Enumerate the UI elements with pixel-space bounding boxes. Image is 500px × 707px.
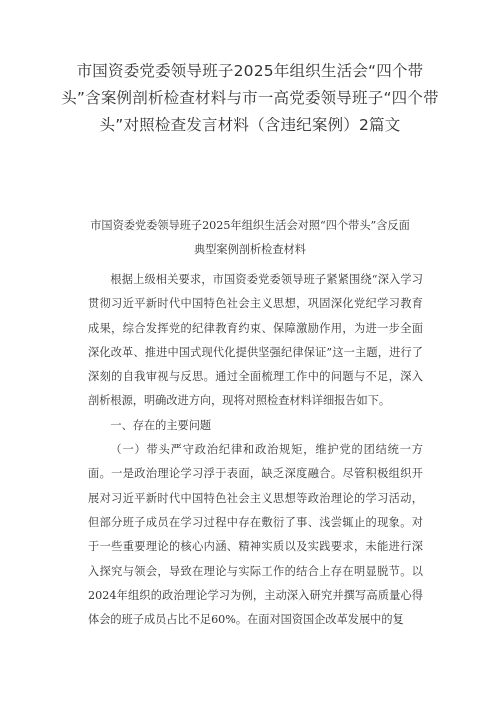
cover-title: 市国资委党委领导班子2025年组织生活会“四个带头”含案例剖析检查材料与市一高党委领导班子“四个带头”对照检查发言材料（含违纪案例）2篇文 bbox=[61, 62, 439, 134]
document-heading-line-2: 典型案例剖析检查材料 bbox=[194, 243, 306, 256]
document-heading bbox=[70, 214, 430, 262]
body-paragraph: （一）带头严守政治纪律和政治规矩，维护党的团结统一方面。一是政治理论学习浮于表面，缺乏深度融合。尽管积极组织开展对习近平新时代中国特色社会主义思想等政治理论的学习活动，但部分班子成员在学习过程中存在敷衍了事、浅尝辄止的现象。对于一些重要理论的核心内涵、精神实质以及实践要求，未能进行深入探究与领会，导致在理论与实际工作的结合上存在明显脱节。以2024年组织的政治理论学习为例，主动深入研究并撰写高质量心得体会的班子成员占比不足60%。在面对国资国企改革发展中的复 bbox=[88, 443, 423, 627]
document-heading-line-1: 市国资委党委领导班子2025年组织生活会对照“四个带头”含反面 bbox=[90, 219, 410, 232]
intro-paragraph: 根据上级相关要求，市国资委党委领导班子紧紧围绕“深入学习贯彻习近平新时代中国特色社会主义思想，巩固深化党纪学习教育成果，综合发挥党的纪律教育约束、保障激励作用，为进一步全面深化改革、推进中国式现代化提供坚强纪律保证”这一主题，进行了深刻的自我审视与反思。通过全面梳理工作中的问题与不足，深入剖析根源，明确改进方向，现将对照检查材料详细报告如下。 bbox=[88, 273, 423, 408]
section-heading: 一、存在的主要问题 bbox=[110, 418, 212, 432]
document-body bbox=[88, 268, 423, 632]
